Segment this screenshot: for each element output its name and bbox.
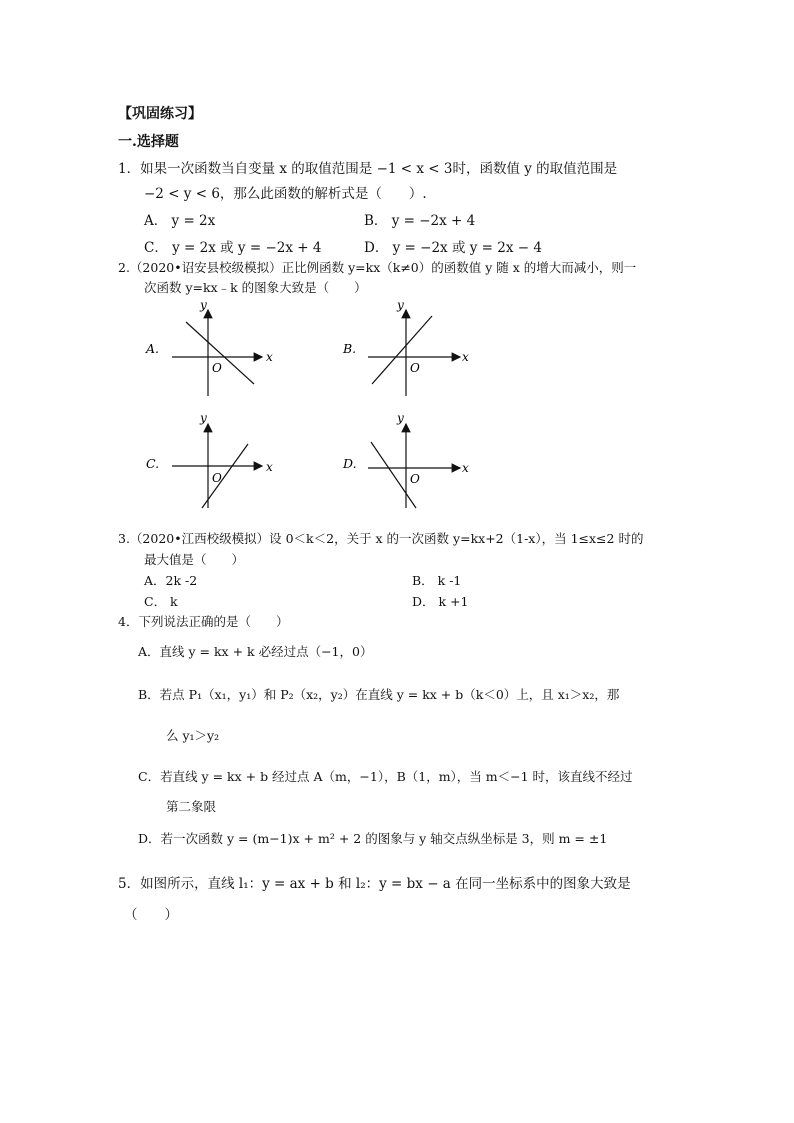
- question-3-option-c: C． k: [144, 594, 178, 609]
- graph-c-y-label: y: [200, 411, 207, 425]
- graph-c-function-line: [202, 444, 248, 508]
- question-3-line-2: 最大值是（ ）: [144, 552, 245, 567]
- question-1-option-c: C． y = 2x 或 y = −2x + 4: [144, 240, 322, 256]
- graph-b-x-label: x: [462, 350, 469, 364]
- graph-a-x-label: x: [266, 350, 273, 364]
- question-3-option-b: B． k -1: [412, 573, 462, 588]
- graph-d-x-label: x: [462, 461, 469, 475]
- question-4-option-a: A．直线 y = kx + k 必经过点（−1，0）: [138, 644, 373, 659]
- graph-d-y-label: y: [397, 411, 404, 425]
- graph-d-origin: O: [410, 472, 420, 486]
- question-1-line-2: −2 < y < 6，那么此函数的解析式是（ ）.: [144, 186, 427, 202]
- question-2-line-2: 次函数 y=kx﹣k 的图象大致是（ ）: [144, 280, 367, 295]
- question-1-option-a: A． y = 2x: [144, 213, 216, 229]
- question-1-option-d: D． y = −2x 或 y = 2x − 4: [364, 240, 542, 256]
- question-3-option-a: A．2k -2: [144, 573, 198, 588]
- graph-b-label: B.: [343, 341, 357, 356]
- graph-a-origin: O: [212, 361, 222, 375]
- graph-a: [145, 298, 273, 396]
- question-2-graphs: [0, 0, 794, 520]
- graph-c: [146, 411, 273, 508]
- question-1-option-b: B． y = −2x + 4: [364, 213, 476, 229]
- question-3-line-1: 3.（2020•江西校级模拟）设 0＜k＜2，关于 x 的一次函数 y=kx+2（1-x），当 1≤x≤2 时的: [118, 531, 644, 546]
- question-5-line-1: 5．如图所示，直线 l₁：y = ax + b 和 l₂：y = bx − a 在同一坐标系中的图象大致是: [118, 876, 631, 892]
- graph-d-label: D.: [343, 456, 357, 471]
- graph-b: [342, 298, 469, 396]
- graph-b-origin: O: [410, 361, 420, 375]
- question-1-line-1: 1．如果一次函数当自变量 x 的取值范围是 −1 < x < 3时，函数值 y 的取值范围是: [118, 161, 618, 177]
- question-4-option-b-line-2: 么 y₁＞y₂: [166, 728, 220, 743]
- question-5-line-2: （ ）: [124, 907, 178, 923]
- graph-b-function-line: [372, 316, 432, 384]
- question-4-option-b-line-1: B．若点 P₁（x₁，y₁）和 P₂（x₂，y₂）在直线 y = kx + b（k＜0）上，且 x₁＞x₂，那: [138, 687, 620, 702]
- graph-b-y-label: y: [397, 298, 404, 312]
- question-4-option-c-line-2: 第二象限: [166, 799, 217, 814]
- question-4-option-d: D．若一次函数 y = (m−1)x + m² + 2 的图象与 y 轴交点纵坐标是 3，则 m = ±1: [138, 831, 608, 846]
- question-3-option-d: D． k +1: [412, 594, 469, 609]
- subsection-title: 一.选择题: [118, 134, 179, 150]
- question-4-line-1: 4．下列说法正确的是（ ）: [118, 614, 289, 629]
- graph-d: [342, 411, 469, 508]
- graph-c-x-label: x: [266, 460, 273, 474]
- graph-a-y-label: y: [200, 298, 207, 312]
- question-4-option-c-line-1: C．若直线 y = kx + b 经过点 A（m，−1），B（1，m），当 m＜−1 时，该直线不经过: [138, 769, 633, 784]
- graph-c-origin: O: [212, 471, 222, 485]
- graph-c-label: C.: [146, 456, 160, 471]
- section-title: 【巩固练习】: [118, 106, 202, 122]
- graph-a-label: A.: [146, 341, 160, 356]
- question-2-line-1: 2.（2020•诏安县校级模拟）正比例函数 y=kx（k≠0）的函数值 y 随 x 的增大而减小，则一: [118, 260, 637, 275]
